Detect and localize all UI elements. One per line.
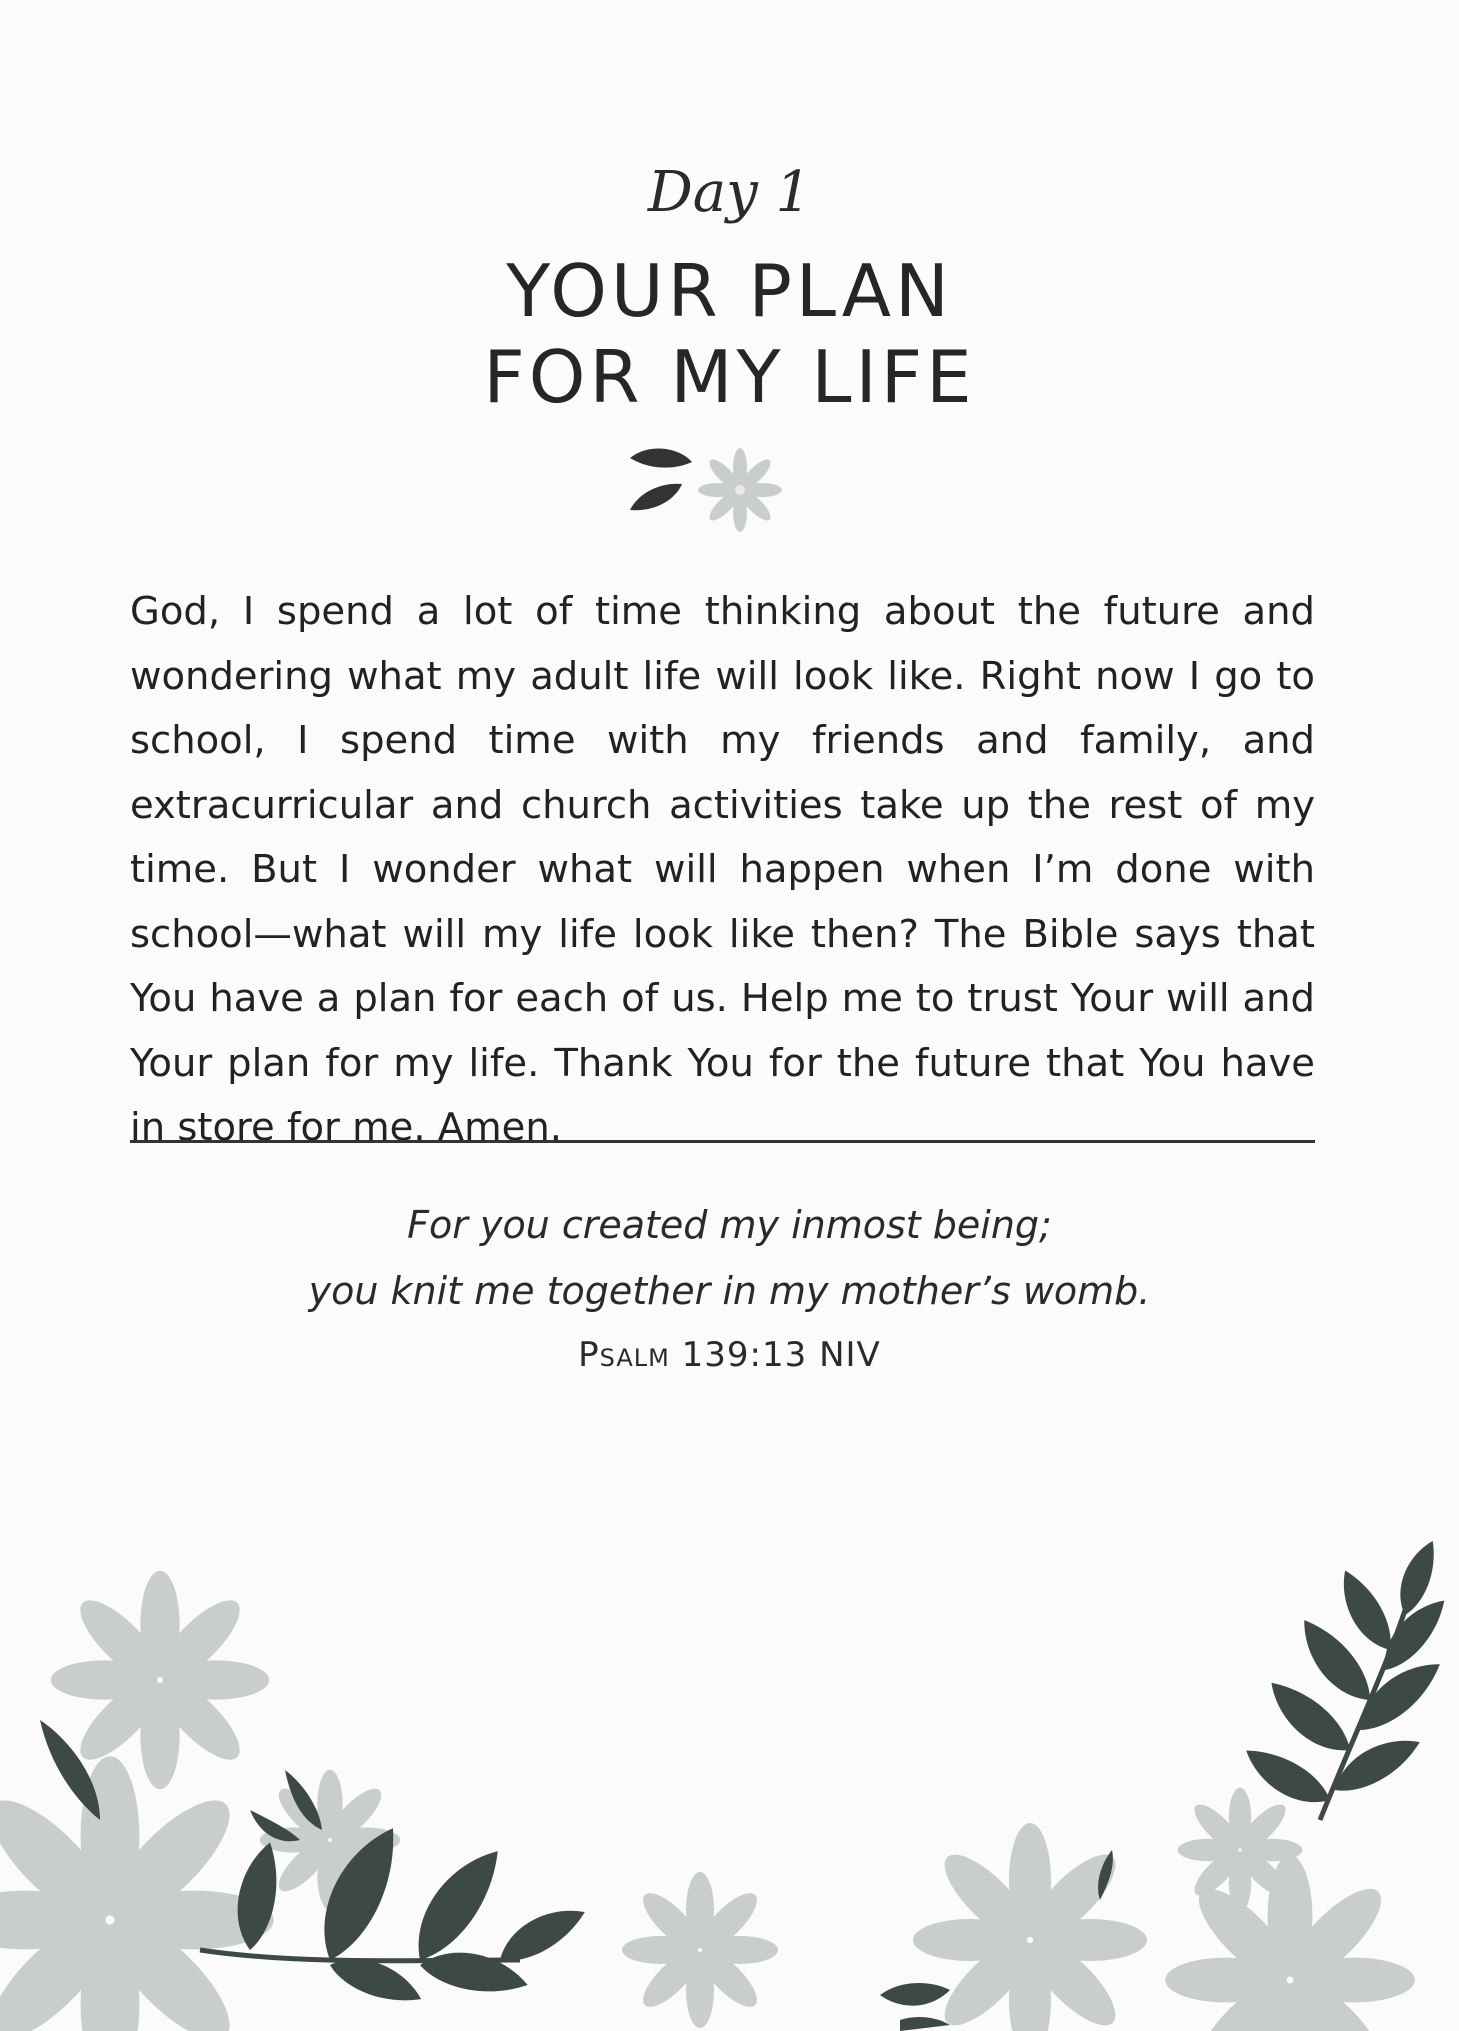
floral-border-icon [0,1520,1459,2031]
title-line-1: YOUR PLAN [506,249,953,333]
title-line-2: FOR MY LIFE [483,335,976,419]
prayer-text: God, I spend a lot of time thinking about the future and wondering what my adult life will look like. Right now I go to school, I spend time with my friends and family, and extracurricular and church activities take up the rest of my time. But I wonder what will happen when I’m done with school—what will my life look like then? The Bible says that You have a plan for each of us. Help me to trust Your will and Your plan for my life. Thank You for the future that You have in store for me. Amen. [130,589,1315,1150]
verse-line-2: you knit me together in my mother’s womb. [308,1269,1151,1313]
day-label: Day 1 [647,160,812,225]
divider-rule [130,1140,1315,1143]
scripture-verse [0,1192,1459,1324]
leaf-and-flower-icon [620,440,820,550]
page-title [0,248,1459,420]
verse-reference: Psalm 139:13 NIV [578,1335,881,1375]
verse-line-1: For you created my inmost being; [407,1203,1052,1247]
